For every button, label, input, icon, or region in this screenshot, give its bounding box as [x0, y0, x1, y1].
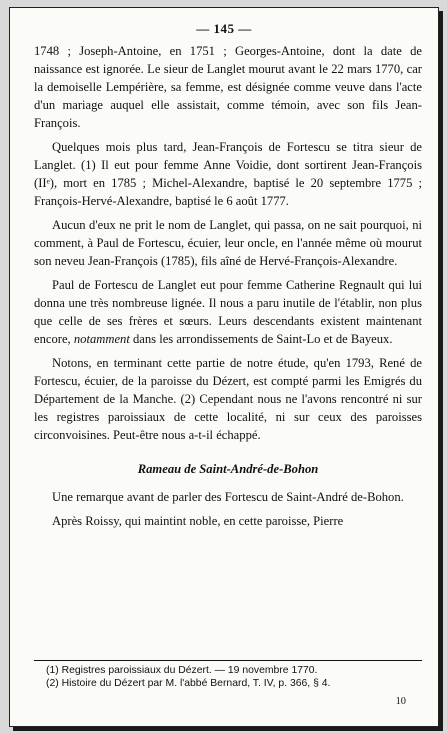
page-number: — 145 — — [196, 21, 252, 36]
page-body — [34, 42, 422, 536]
section-paragraph-2: Après Roissy, qui maintint noble, en cette paroisse, Pierre — [52, 514, 344, 528]
paragraph-4-text-before: Paul de Fortescu de Langlet eut pour femme Catherine Regnault qui lui donna une très nombreuse lignée. Il nous a paru inutile de l'établir, non plus que celle de ses frères et sœurs. Leurs descendants existent maintenant encore, — [34, 278, 422, 346]
paragraph-4-italic: notamment — [73, 332, 130, 346]
paragraph-2: Quelques mois plus tard, Jean-François de Fortescu se titra sieur de Langlet. (1) Il eut pour femme Anne Voidie, dont sortirent Jean-François (IIᵉ), mort en 1785 ; Michel-Alexandre, baptisé le 20 septembre 1775 ; François-Hervé-Alexandre, baptisé le 6 août 1777. — [34, 140, 422, 208]
footnotes — [46, 664, 422, 690]
footnote-1: (1) Registres paroissiaux du Dézert. — 19 novembre 1770. — [46, 665, 318, 676]
footnote-divider — [34, 660, 422, 661]
paragraph-5: Notons, en terminant cette partie de notre étude, qu'en 1793, René de Fortescu, écuier, de la paroisse du Dézert, est compté parmi les Emigrés du Département de la Manche. (2) Cependant nous ne l'avons rencontré ni sur les registres paroissiaux de cette localité, ni sur ceux des paroisses circonvoisines. Peut-être nous a-t-il échappé. — [34, 356, 422, 442]
paragraph-3: Aucun d'eux ne prit le nom de Langlet, qui passa, on ne sait pourquoi, ni comment, à Paul de Fortescu, écuier, leur oncle, en l'année même où mourut son neveu Jean-François (1785), fils aîné de Hervé-François-Alexandre. — [34, 218, 422, 268]
paragraph-4 — [34, 276, 422, 348]
footnote-2: (2) Histoire du Dézert par M. l'abbé Bernard, T. IV, p. 366, § 4. — [46, 678, 331, 689]
signature-mark: 10 — [395, 696, 406, 707]
section-paragraph-1: Une remarque avant de parler des Fortescu de Saint-André de-Bohon. — [52, 490, 404, 504]
paragraph-1: 1748 ; Joseph-Antoine, en 1751 ; Georges-Antoine, dont la date de naissance est ignorée. Le sieur de Langlet mourut avant le 22 mars 1770, car la demoiselle Lempérière, sa femme, est désignée comme veuve dans l'acte d'un mariage auquel elle assistait, comme témoin, avec son fils Jean-François. — [34, 44, 422, 130]
document-page — [9, 7, 439, 727]
paragraph-4-text-after: dans les arrondissements de Saint-Lo et de Bayeux. — [129, 332, 393, 346]
section-heading: Rameau de Saint-André-de-Bohon — [137, 462, 319, 476]
